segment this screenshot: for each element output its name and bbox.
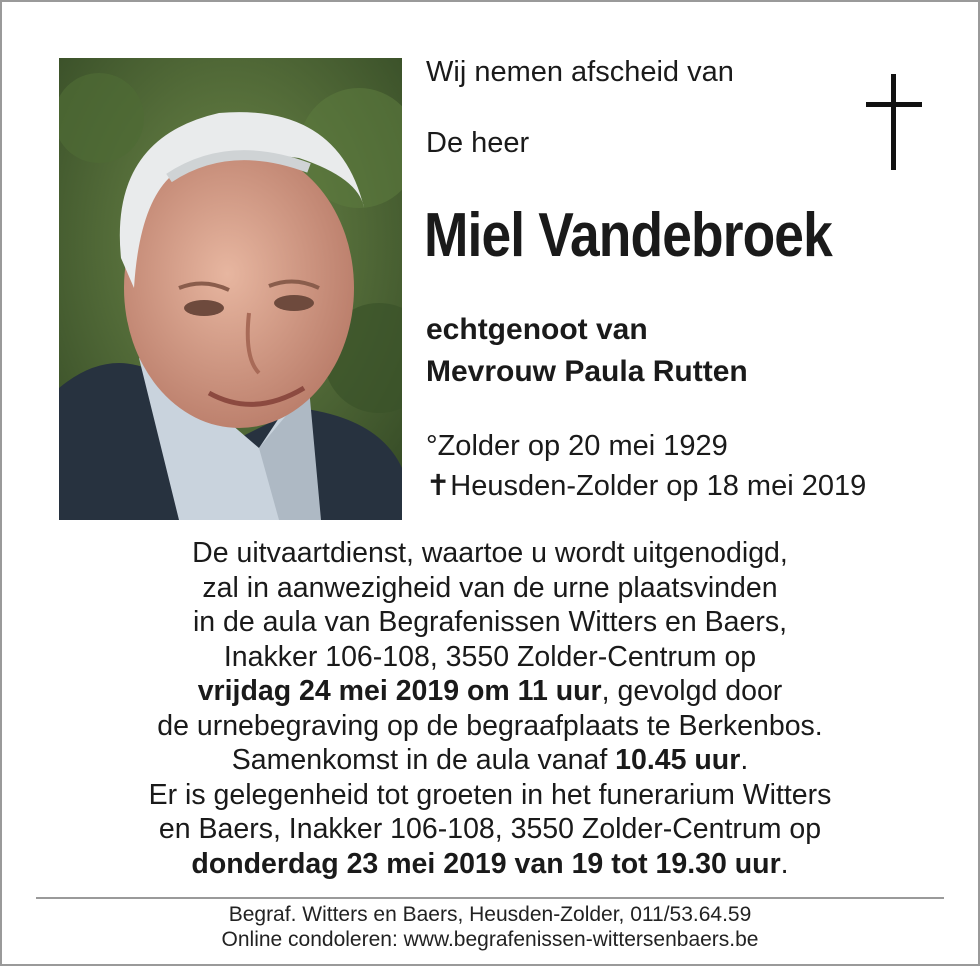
body-line: in de aula van Begrafenissen Witters en Baers, (192, 606, 788, 638)
birth-line: °Zolder op 20 mei 1929 (426, 430, 728, 462)
online-condolence-link[interactable]: Online condoleren: www.begrafenissen-wittersenbaers.be (221, 928, 759, 951)
title-text: De heer (426, 127, 530, 159)
body-line: Samenkomst in de aula vanaf 10.45 uur. (231, 744, 749, 776)
body-line: vrijdag 24 mei 2019 om 11 uur, gevolgd door (197, 675, 783, 707)
body-line: de urnebegraving op de begraafplaats te Berkenbos. (157, 709, 823, 742)
body-line: donderdag 23 mei 2019 van 19 tot 19.30 uur. (191, 847, 789, 880)
intro-text: Wij nemen afscheid van (426, 56, 734, 88)
death-line: ✝Heusden-Zolder op 18 mei 2019 (426, 470, 867, 502)
portrait-photo (59, 58, 402, 520)
spouse-name: Mevrouw Paula Rutten (426, 355, 748, 388)
body-line: Er is gelegenheid tot groeten in het funerarium Witters (148, 778, 832, 811)
deceased-name: Miel Vandebroek (424, 201, 832, 270)
footer-divider (36, 897, 944, 899)
service-datetime: vrijdag 24 mei 2019 om 11 uur (197, 675, 602, 707)
body-line: Inakker 106-108, 3550 Zolder-Centrum op (223, 640, 757, 673)
spouse-label: echtgenoot van (426, 313, 648, 346)
ceremony-text (40, 536, 940, 881)
cross-icon (866, 74, 922, 170)
body-line: De uitvaartdienst, waartoe u wordt uitgenodigd, (192, 537, 788, 569)
gathering-time: 10.45 uur (615, 744, 741, 776)
body-line: en Baers, Inakker 106-108, 3550 Zolder-Centrum op (158, 813, 822, 845)
footer (40, 902, 940, 952)
visitation-datetime: donderdag 23 mei 2019 van 19 tot 19.30 uur (191, 847, 781, 880)
funeral-home-contact: Begraf. Witters en Baers, Heusden-Zolder, 011/53.64.59 (228, 903, 752, 926)
body-line: zal in aanwezigheid van de urne plaatsvinden (202, 571, 778, 604)
